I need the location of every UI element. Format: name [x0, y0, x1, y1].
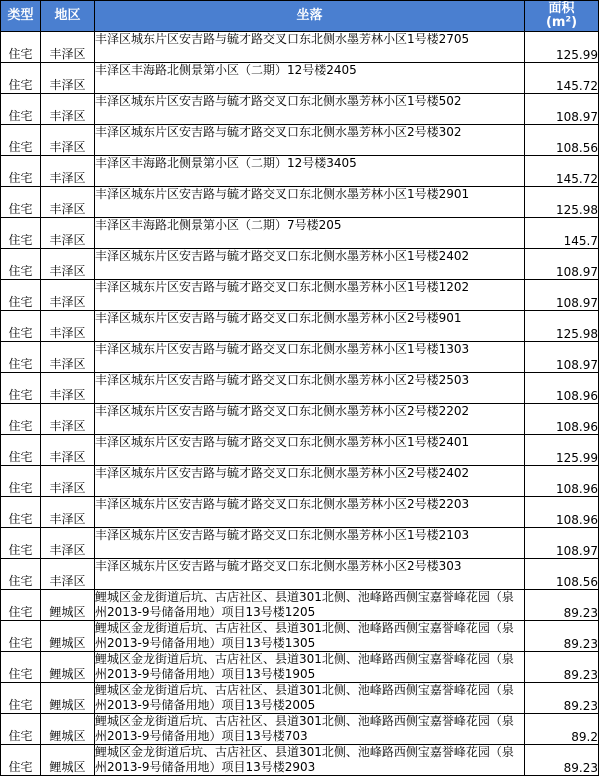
cell-type: 住宅	[1, 404, 41, 435]
cell-location: 丰泽区城东片区安吉路与毓才路交叉口东北侧水墨芳林小区2号楼302	[95, 125, 525, 156]
cell-area: 89.2	[525, 714, 599, 745]
cell-location: 丰泽区城东片区安吉路与毓才路交叉口东北侧水墨芳林小区1号楼2402	[95, 249, 525, 280]
cell-district: 丰泽区	[41, 435, 95, 466]
table-row	[1, 683, 599, 714]
table-row	[1, 497, 599, 528]
cell-location: 鲤城区金龙街道后坑、古店社区、县道301北侧、池峰路西侧宝嘉誉峰花园（泉州2013-9号储备用地）项目13号楼2903	[95, 745, 525, 776]
cell-location: 丰泽区丰海路北侧景第小区（二期）7号楼205	[95, 218, 525, 249]
table-row	[1, 156, 599, 187]
cell-location: 丰泽区城东片区安吉路与毓才路交叉口东北侧水墨芳林小区1号楼1303	[95, 342, 525, 373]
table-row	[1, 32, 599, 63]
header-district: 地区	[41, 1, 95, 32]
table-row	[1, 559, 599, 590]
cell-type: 住宅	[1, 280, 41, 311]
table-row	[1, 745, 599, 776]
cell-type: 住宅	[1, 311, 41, 342]
cell-type: 住宅	[1, 249, 41, 280]
table-row	[1, 404, 599, 435]
cell-type: 住宅	[1, 683, 41, 714]
cell-type: 住宅	[1, 466, 41, 497]
cell-location: 丰泽区城东片区安吉路与毓才路交叉口东北侧水墨芳林小区1号楼2705	[95, 32, 525, 63]
table-row	[1, 714, 599, 745]
table-row	[1, 528, 599, 559]
cell-area: 125.98	[525, 187, 599, 218]
cell-district: 丰泽区	[41, 218, 95, 249]
cell-location: 丰泽区城东片区安吉路与毓才路交叉口东北侧水墨芳林小区1号楼2401	[95, 435, 525, 466]
cell-area: 89.23	[525, 652, 599, 683]
cell-area: 145.72	[525, 63, 599, 94]
cell-type: 住宅	[1, 373, 41, 404]
table-row	[1, 63, 599, 94]
cell-area: 89.23	[525, 683, 599, 714]
table-row	[1, 187, 599, 218]
cell-location: 丰泽区城东片区安吉路与毓才路交叉口东北侧水墨芳林小区1号楼2901	[95, 187, 525, 218]
cell-district: 丰泽区	[41, 342, 95, 373]
cell-district: 鲤城区	[41, 652, 95, 683]
table-row	[1, 373, 599, 404]
cell-district: 鲤城区	[41, 683, 95, 714]
cell-type: 住宅	[1, 435, 41, 466]
cell-area: 108.96	[525, 466, 599, 497]
cell-location: 丰泽区城东片区安吉路与毓才路交叉口东北侧水墨芳林小区2号楼2503	[95, 373, 525, 404]
cell-type: 住宅	[1, 745, 41, 776]
cell-type: 住宅	[1, 497, 41, 528]
cell-type: 住宅	[1, 559, 41, 590]
cell-area: 108.56	[525, 125, 599, 156]
table-row	[1, 249, 599, 280]
cell-district: 鲤城区	[41, 590, 95, 621]
cell-area: 108.56	[525, 559, 599, 590]
cell-district: 丰泽区	[41, 63, 95, 94]
cell-district: 丰泽区	[41, 404, 95, 435]
cell-area: 89.23	[525, 621, 599, 652]
cell-area: 125.99	[525, 435, 599, 466]
cell-location: 丰泽区城东片区安吉路与毓才路交叉口东北侧水墨芳林小区1号楼1202	[95, 280, 525, 311]
table-row	[1, 311, 599, 342]
cell-type: 住宅	[1, 528, 41, 559]
cell-location: 鲤城区金龙街道后坑、古店社区、县道301北侧、池峰路西侧宝嘉誉峰花园（泉州2013-9号储备用地）项目13号楼2005	[95, 683, 525, 714]
cell-district: 丰泽区	[41, 559, 95, 590]
header-type: 类型	[1, 1, 41, 32]
cell-area: 89.23	[525, 590, 599, 621]
cell-type: 住宅	[1, 125, 41, 156]
cell-district: 丰泽区	[41, 249, 95, 280]
header-area-label: 面积	[548, 1, 575, 16]
cell-district: 丰泽区	[41, 373, 95, 404]
header-row	[1, 1, 599, 32]
table-row	[1, 652, 599, 683]
cell-type: 住宅	[1, 621, 41, 652]
cell-location: 丰泽区城东片区安吉路与毓才路交叉口东北侧水墨芳林小区2号楼2203	[95, 497, 525, 528]
table-row	[1, 125, 599, 156]
table-row	[1, 590, 599, 621]
cell-area: 125.99	[525, 32, 599, 63]
cell-location: 鲤城区金龙街道后坑、古店社区、县道301北侧、池峰路西侧宝嘉誉峰花园（泉州2013-9号储备用地）项目13号楼1305	[95, 621, 525, 652]
cell-location: 鲤城区金龙街道后坑、古店社区、县道301北侧、池峰路西侧宝嘉誉峰花园（泉州2013-9号储备用地）项目13号楼1205	[95, 590, 525, 621]
cell-area: 108.97	[525, 249, 599, 280]
cell-district: 丰泽区	[41, 32, 95, 63]
cell-type: 住宅	[1, 187, 41, 218]
cell-location: 丰泽区城东片区安吉路与毓才路交叉口东北侧水墨芳林小区2号楼901	[95, 311, 525, 342]
cell-location: 丰泽区丰海路北侧景第小区（二期）12号楼2405	[95, 63, 525, 94]
cell-district: 鲤城区	[41, 621, 95, 652]
cell-district: 鲤城区	[41, 745, 95, 776]
table-row	[1, 280, 599, 311]
cell-district: 丰泽区	[41, 280, 95, 311]
header-area-unit: (m²)	[545, 15, 578, 30]
cell-location: 丰泽区城东片区安吉路与毓才路交叉口东北侧水墨芳林小区1号楼2103	[95, 528, 525, 559]
table-row	[1, 435, 599, 466]
cell-area: 108.97	[525, 342, 599, 373]
cell-district: 丰泽区	[41, 497, 95, 528]
cell-location: 丰泽区城东片区安吉路与毓才路交叉口东北侧水墨芳林小区2号楼303	[95, 559, 525, 590]
cell-type: 住宅	[1, 714, 41, 745]
cell-type: 住宅	[1, 63, 41, 94]
cell-type: 住宅	[1, 342, 41, 373]
cell-district: 丰泽区	[41, 187, 95, 218]
cell-district: 丰泽区	[41, 156, 95, 187]
table-row	[1, 342, 599, 373]
cell-district: 丰泽区	[41, 94, 95, 125]
cell-type: 住宅	[1, 590, 41, 621]
cell-area: 145.72	[525, 156, 599, 187]
cell-area: 108.96	[525, 404, 599, 435]
cell-location: 鲤城区金龙街道后坑、古店社区、县道301北侧、池峰路西侧宝嘉誉峰花园（泉州2013-9号储备用地）项目13号楼703	[95, 714, 525, 745]
table-row	[1, 621, 599, 652]
cell-area: 125.98	[525, 311, 599, 342]
cell-type: 住宅	[1, 94, 41, 125]
cell-area: 108.97	[525, 528, 599, 559]
table-row	[1, 218, 599, 249]
header-location: 坐落	[95, 1, 525, 32]
cell-area: 108.96	[525, 373, 599, 404]
cell-type: 住宅	[1, 652, 41, 683]
cell-area: 108.96	[525, 497, 599, 528]
cell-type: 住宅	[1, 32, 41, 63]
table-row	[1, 94, 599, 125]
cell-location: 丰泽区丰海路北侧景第小区（二期）12号楼3405	[95, 156, 525, 187]
cell-area: 108.97	[525, 94, 599, 125]
cell-area: 89.23	[525, 745, 599, 776]
cell-type: 住宅	[1, 156, 41, 187]
header-area	[525, 1, 599, 32]
cell-district: 鲤城区	[41, 714, 95, 745]
cell-area: 108.97	[525, 280, 599, 311]
cell-location: 丰泽区城东片区安吉路与毓才路交叉口东北侧水墨芳林小区2号楼2202	[95, 404, 525, 435]
cell-type: 住宅	[1, 218, 41, 249]
table-row	[1, 466, 599, 497]
cell-location: 鲤城区金龙街道后坑、古店社区、县道301北侧、池峰路西侧宝嘉誉峰花园（泉州2013-9号储备用地）项目13号楼1905	[95, 652, 525, 683]
cell-district: 丰泽区	[41, 466, 95, 497]
cell-district: 丰泽区	[41, 311, 95, 342]
cell-district: 丰泽区	[41, 125, 95, 156]
cell-location: 丰泽区城东片区安吉路与毓才路交叉口东北侧水墨芳林小区1号楼502	[95, 94, 525, 125]
cell-location: 丰泽区城东片区安吉路与毓才路交叉口东北侧水墨芳林小区2号楼2402	[95, 466, 525, 497]
cell-area: 145.7	[525, 218, 599, 249]
cell-district: 丰泽区	[41, 528, 95, 559]
